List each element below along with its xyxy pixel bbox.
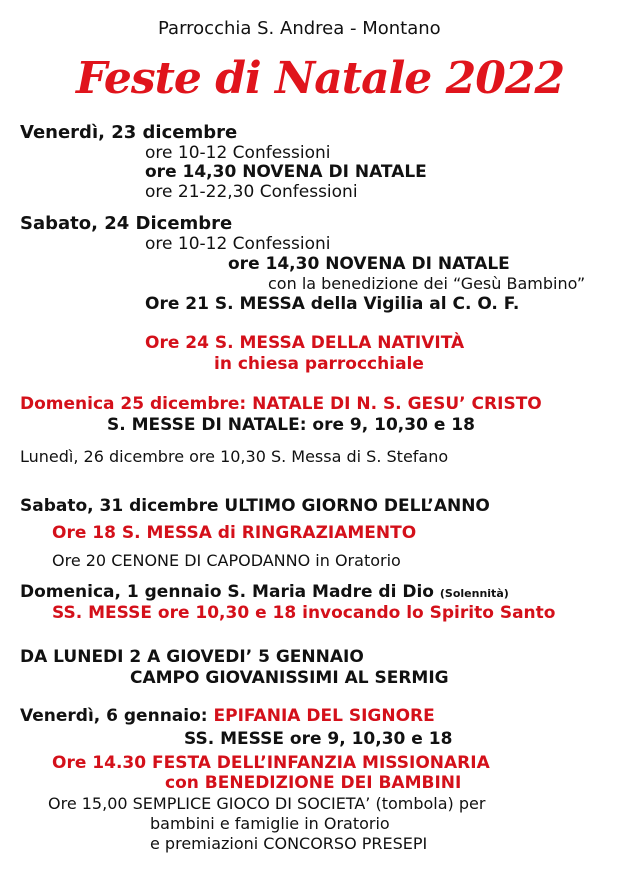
schedule-line: ore 10-12 Confessioni <box>145 143 331 163</box>
day-heading-jan1-text: Domenica, 1 gennaio S. Maria Madre di Dio <box>20 582 434 602</box>
parish-name: Parrocchia S. Andrea - Montano <box>158 18 441 39</box>
page-title: Feste di Natale 2022 <box>76 53 565 104</box>
schedule-line: Ore 21 S. MESSA della Vigilia al C. O. F. <box>145 294 520 314</box>
highlight-nativity-location: in chiesa parrocchiale <box>214 354 424 374</box>
schedule-line: S. MESSE DI NATALE: ore 9, 10,30 e 18 <box>107 415 475 435</box>
schedule-line: ore 14,30 NOVENA DI NATALE <box>145 162 427 182</box>
day-heading-jan1 <box>20 584 509 601</box>
day-heading-jan6-date: Venerdì, 6 gennaio: <box>20 706 214 726</box>
schedule-line: SS. MESSE ore 10,30 e 18 invocando lo Spirito Santo <box>52 603 556 623</box>
solemnity-note: (Solennità) <box>439 587 509 600</box>
day-heading-jan6-feast: EPIFANIA DEL SIGNORE <box>213 706 435 726</box>
day-heading-dec24: Sabato, 24 Dicembre <box>20 213 233 234</box>
day-heading-dec31: Sabato, 31 dicembre ULTIMO GIORNO DELL’ANNO <box>20 496 490 516</box>
day-heading-jan6 <box>20 708 435 725</box>
schedule-line: Ore 15,00 SEMPLICE GIOCO DI SOCIETA’ (tombola) per <box>48 794 486 813</box>
schedule-line: SS. MESSE ore 9, 10,30 e 18 <box>184 729 453 749</box>
schedule-line: con BENEDIZIONE DEI BAMBINI <box>165 773 462 793</box>
period-event: CAMPO GIOVANISSIMI AL SERMIG <box>130 668 449 688</box>
schedule-line: Ore 18 S. MESSA di RINGRAZIAMENTO <box>52 523 417 543</box>
day-heading-dec26: Lunedì, 26 dicembre ore 10,30 S. Messa di S. Stefano <box>20 447 449 466</box>
schedule-line: Ore 20 CENONE DI CAPODANNO in Oratorio <box>52 551 401 570</box>
day-heading-dec25: Domenica 25 dicembre: NATALE DI N. S. GESU’ CRISTO <box>20 394 542 414</box>
schedule-line: ore 14,30 NOVENA DI NATALE <box>228 254 510 274</box>
period-heading: DA LUNEDI 2 A GIOVEDI’ 5 GENNAIO <box>20 647 364 667</box>
schedule-line: e premiazioni CONCORSO PRESEPI <box>150 834 428 853</box>
schedule-line: con la benedizione dei “Gesù Bambino” <box>268 274 586 293</box>
schedule-line: bambini e famiglie in Oratorio <box>150 814 390 833</box>
day-heading-dec23: Venerdì, 23 dicembre <box>20 122 238 143</box>
highlight-nativity: Ore 24 S. MESSA DELLA NATIVITÀ <box>145 333 465 353</box>
schedule-line: ore 10-12 Confessioni <box>145 234 331 254</box>
schedule-line: ore 21-22,30 Confessioni <box>145 182 358 202</box>
schedule-line: Ore 14.30 FESTA DELL’INFANZIA MISSIONARIA <box>52 753 490 773</box>
